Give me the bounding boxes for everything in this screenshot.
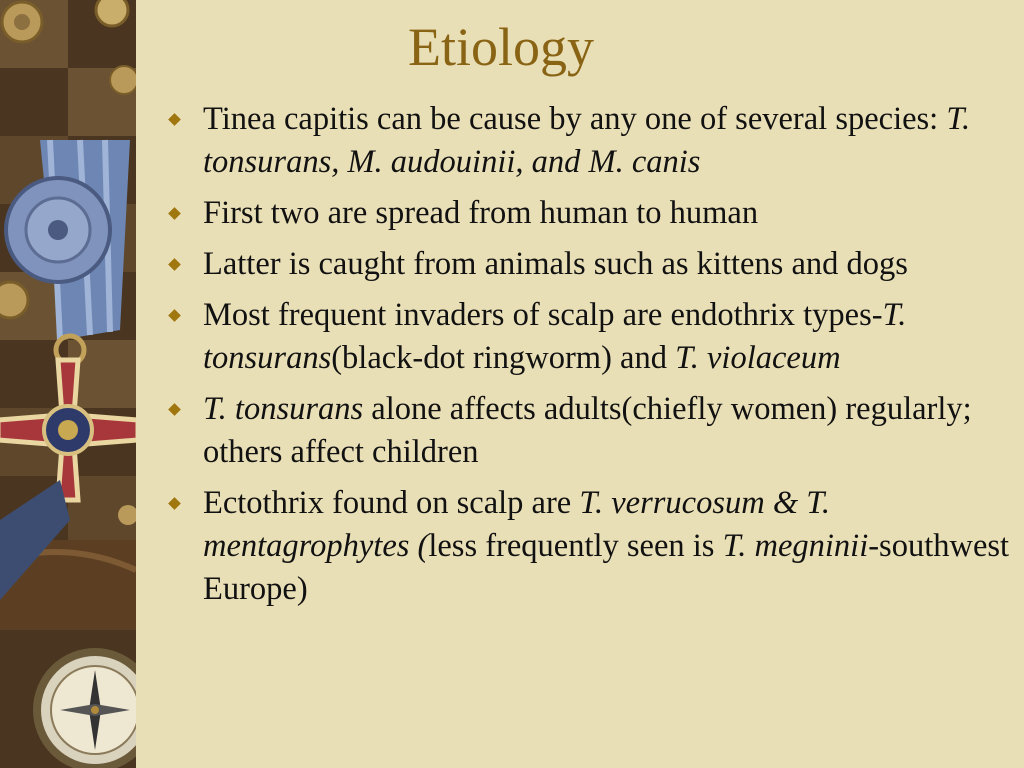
bullet-text-italic: T. tonsurans <box>203 391 364 427</box>
bullet-text-italic: T. verrucosum & T. mentagrophytes ( <box>203 485 831 564</box>
diamond-bullet-icon <box>168 497 181 510</box>
decorative-sidebar-image <box>0 0 136 768</box>
bullet-text-italic: T. violaceum <box>675 340 841 376</box>
bullet-text: less frequently seen is <box>428 528 723 564</box>
bullet-text: Tinea capitis can be cause by any one of several species: <box>203 101 947 137</box>
bullet-text: First two are spread from human to human <box>203 195 759 231</box>
slide-title: Etiology <box>408 17 594 77</box>
bullet-item <box>166 294 1016 380</box>
bullet-list <box>166 98 1016 619</box>
bullet-item <box>166 192 1016 235</box>
diamond-bullet-icon <box>168 113 181 126</box>
diamond-bullet-icon <box>168 403 181 416</box>
bullet-item <box>166 98 1016 184</box>
diamond-bullet-icon <box>168 207 181 220</box>
bullet-item <box>166 388 1016 474</box>
slide-content <box>136 0 1024 768</box>
bullet-text-italic: T. megninii <box>722 528 869 564</box>
bullet-text: Most frequent invaders of scalp are endothrix types- <box>203 297 883 333</box>
diamond-bullet-icon <box>168 258 181 271</box>
bullet-text-italic: T. tonsurans, M. audouinii, and M. canis <box>203 101 971 180</box>
bullet-item <box>166 243 1016 286</box>
bullet-text: Ectothrix found on scalp are <box>203 485 580 521</box>
bullet-text: alone affects adults(chiefly women) regularly; others affect children <box>203 391 972 470</box>
diamond-bullet-icon <box>168 309 181 322</box>
bullet-text: -southwest Europe) <box>203 528 1010 607</box>
bullet-text-italic: T. tonsurans <box>203 297 907 376</box>
bullet-item <box>166 482 1016 611</box>
medal-compass-illustration <box>0 0 136 768</box>
bullet-text: Latter is caught from animals such as kittens and dogs <box>203 246 908 282</box>
bullet-text: (black-dot ringworm) and <box>331 340 676 376</box>
